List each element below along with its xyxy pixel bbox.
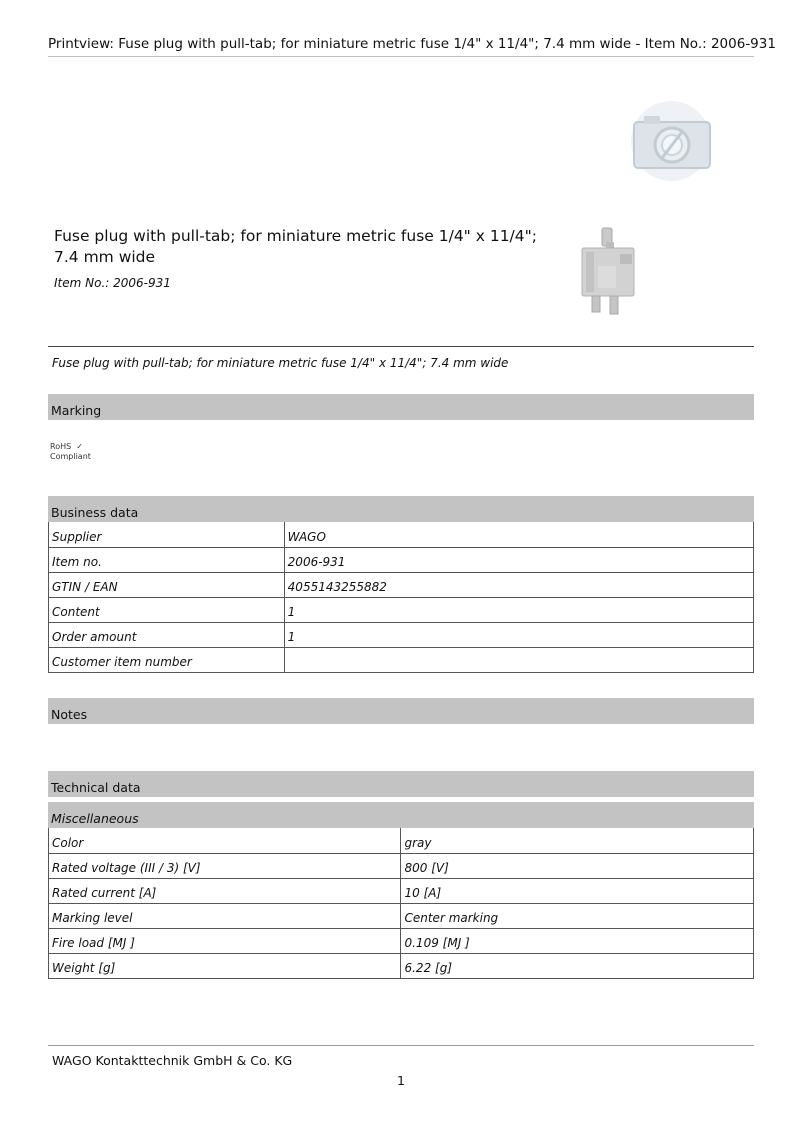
section-heading-notes: Notes xyxy=(48,698,754,724)
product-description: Fuse plug with pull-tab; for miniature metric fuse 1/4" x 11/4"; 7.4 mm wide xyxy=(52,356,509,370)
item-number-line: Item No.: 2006-931 xyxy=(54,276,171,290)
row-label: GTIN / EAN xyxy=(49,572,285,597)
row-value: 4055143255882 xyxy=(284,572,753,597)
page-header-title: Printview: Fuse plug with pull-tab; for miniature metric fuse 1/4" x 11/4"; 7.4 mm wide - Item No.: 2006-931 xyxy=(48,36,776,52)
row-value: 6.22 [g] xyxy=(401,953,754,978)
table-row xyxy=(49,547,754,572)
row-label: Fire load [MJ ] xyxy=(49,928,401,953)
row-value: Center marking xyxy=(401,903,754,928)
subheading-miscellaneous: Miscellaneous xyxy=(48,802,754,828)
row-value: 800 [V] xyxy=(401,853,754,878)
footer-divider xyxy=(48,1045,754,1046)
section-heading-technical-data: Technical data xyxy=(48,771,754,797)
table-row xyxy=(49,597,754,622)
page-number: 1 xyxy=(397,1073,405,1088)
row-label: Supplier xyxy=(49,522,285,547)
table-row xyxy=(49,828,754,853)
header-divider xyxy=(48,56,754,57)
table-row xyxy=(49,953,754,978)
row-value xyxy=(284,647,753,672)
rohs-status: Compliant xyxy=(50,452,91,461)
row-value: 1 xyxy=(284,597,753,622)
row-label: Customer item number xyxy=(49,647,285,672)
row-value: 0.109 [MJ ] xyxy=(401,928,754,953)
row-label: Marking level xyxy=(49,903,401,928)
row-value: 1 xyxy=(284,622,753,647)
row-label: Color xyxy=(49,828,401,853)
row-value: gray xyxy=(401,828,754,853)
description-divider xyxy=(48,346,754,347)
table-row xyxy=(49,928,754,953)
table-row xyxy=(49,647,754,672)
footer-company-name: WAGO Kontakttechnik GmbH & Co. KG xyxy=(52,1053,293,1068)
camera-placeholder-icon xyxy=(630,100,712,182)
table-row xyxy=(49,903,754,928)
row-label: Weight [g] xyxy=(49,953,401,978)
row-label: Content xyxy=(49,597,285,622)
rohs-compliant-badge xyxy=(50,442,91,462)
row-value: WAGO xyxy=(284,522,753,547)
row-value: 2006-931 xyxy=(284,547,753,572)
rohs-label: RoHS xyxy=(50,442,72,451)
table-row xyxy=(49,572,754,597)
check-icon: ✓ xyxy=(76,442,83,451)
table-row xyxy=(49,878,754,903)
product-title: Fuse plug with pull-tab; for miniature metric fuse 1/4" x 11/4"; 7.4 mm wide xyxy=(54,227,537,266)
row-label: Rated current [A] xyxy=(49,878,401,903)
row-label: Item no. xyxy=(49,547,285,572)
section-heading-business-data: Business data xyxy=(48,496,754,522)
fuse-plug-product-image xyxy=(576,226,640,318)
row-label: Order amount xyxy=(49,622,285,647)
section-heading-marking: Marking xyxy=(48,394,754,420)
table-row xyxy=(49,522,754,547)
business-data-table xyxy=(48,522,754,673)
row-label: Rated voltage (III / 3) [V] xyxy=(49,853,401,878)
table-row xyxy=(49,622,754,647)
technical-data-table xyxy=(48,828,754,979)
row-value: 10 [A] xyxy=(401,878,754,903)
table-row xyxy=(49,853,754,878)
